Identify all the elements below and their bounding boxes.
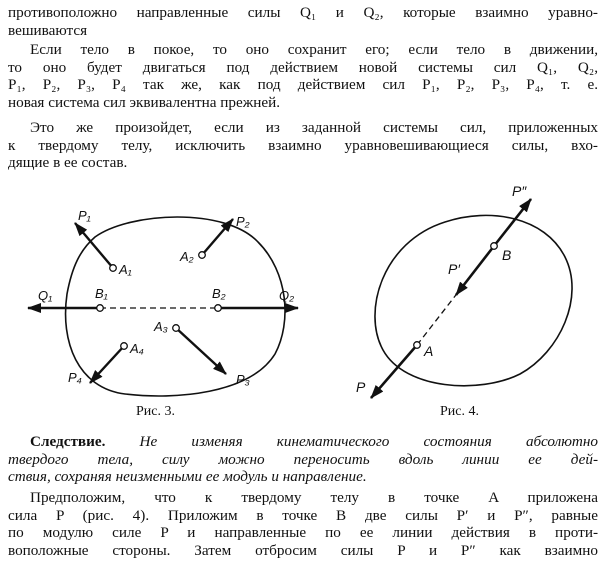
paragraph-equivalence xyxy=(8,41,598,111)
text-line: воположные стороны. Затем отбросим силы P и P″ как взаимно xyxy=(8,541,598,559)
figure-3 xyxy=(28,208,298,396)
label-q1: Q₁ xyxy=(38,288,53,303)
label-p2: P₂ xyxy=(236,214,250,229)
label-a4: A₄ xyxy=(130,341,144,356)
label-p-double-prime: P″ xyxy=(512,183,527,199)
label-b: B xyxy=(502,247,512,263)
text-line xyxy=(8,433,598,451)
text-line: к твердому телу, исключить взаимно уравновешивающиеся силы, вхо- xyxy=(8,136,598,154)
point-a2 xyxy=(199,252,206,259)
label-a3: A₃ xyxy=(154,319,168,334)
force-p-prime-arrow xyxy=(456,246,494,295)
point-b1 xyxy=(97,305,104,312)
corollary-text: Не изменяя кинематического состояния абсолютно xyxy=(139,433,598,450)
point-a1 xyxy=(110,265,117,272)
paragraph-exclusion xyxy=(8,119,598,172)
caption-fig4: Рис. 4. xyxy=(440,404,479,419)
paragraph-corollary xyxy=(8,433,598,486)
text-line: твердого тела, силу можно переносить вдоль линии ее дей- xyxy=(8,450,598,468)
label-a2: A₂ xyxy=(180,249,194,264)
text-line: новая система сил эквивалентна прежней. xyxy=(8,93,281,111)
text-line: дящие в ее состав. xyxy=(8,154,128,171)
corollary-heading: Следствие. xyxy=(30,433,106,450)
label-q2: Q₂ xyxy=(279,288,295,303)
label-p1: P₁ xyxy=(78,208,91,223)
text-line: противоположно направленные силы Q₁ и Q₂, которые взаимно уравно- xyxy=(8,4,598,21)
label-a1: A₁ xyxy=(119,262,132,277)
label-p-prime: P′ xyxy=(448,261,460,277)
label-b2: B₂ xyxy=(212,286,226,301)
label-b1: B₁ xyxy=(95,286,108,301)
label-a: A xyxy=(424,343,434,359)
point-b xyxy=(491,243,498,250)
label-p: P xyxy=(356,379,366,395)
point-a xyxy=(414,342,421,349)
force-p-arrow xyxy=(371,345,417,398)
caption-fig3: Рис. 3. xyxy=(136,404,175,419)
label-p4: P₄ xyxy=(68,370,82,385)
label-p3: P₃ xyxy=(236,372,250,387)
point-b2 xyxy=(215,305,222,312)
text-line: Это же произойдет, если из заданной системы сил, приложенных xyxy=(30,119,598,136)
figure-4 xyxy=(356,183,572,398)
paragraph-proof xyxy=(8,489,598,559)
text-line: ствия, сохраняя неизменными ее модуль и направление. xyxy=(8,468,367,485)
text-line: P₁, P₂, P₃, P₄ так же, как под действием сил P₁, P₂, P₃, P₄, т. е. xyxy=(8,76,598,93)
force-p4-arrow xyxy=(90,346,124,383)
text-line: Предположим, что к твердому телу в точке A приложена xyxy=(30,489,598,506)
text-line: Если тело в покое, то оно сохранит его; если тело в движении, xyxy=(30,41,598,58)
force-p3-arrow xyxy=(176,328,226,374)
paragraph-intro xyxy=(8,4,598,39)
point-a3 xyxy=(173,325,180,332)
point-a4 xyxy=(121,343,128,350)
text-line: по модулю силе P и направленные по ее линии действия в проти- xyxy=(8,524,598,541)
figures xyxy=(0,182,607,422)
text-line: вешиваются xyxy=(8,21,88,39)
text-line: сила P (рис. 4). Приложим в точке B две силы P′ и P″, равные xyxy=(8,506,598,524)
text-line: то оно будет двигаться под действием новой системы сил Q₁, Q₂, xyxy=(8,58,598,76)
force-p2-arrow xyxy=(202,219,233,255)
